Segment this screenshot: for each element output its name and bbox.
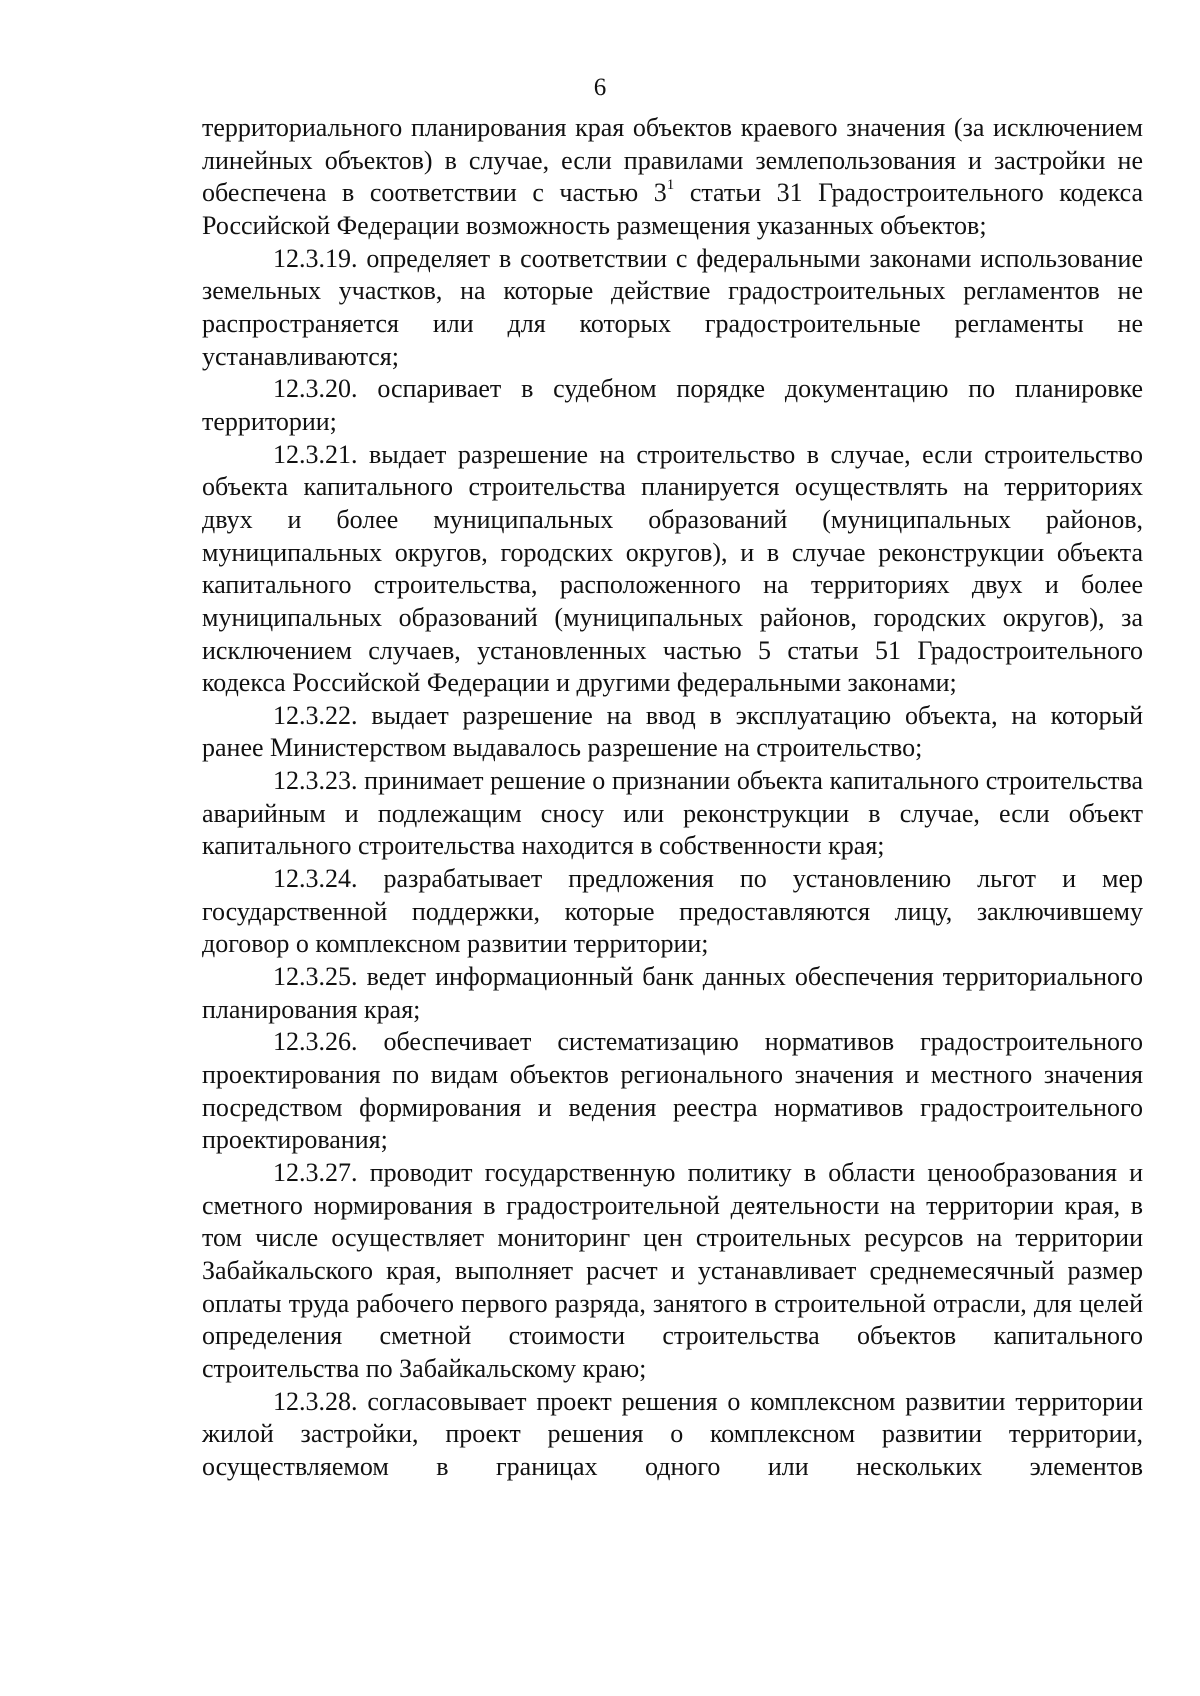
clause-12-3-20	[202, 373, 1143, 438]
clause-12-3-23	[202, 765, 1143, 863]
document-body	[202, 112, 1143, 1484]
clause-text: проводит государственную политику в области ценообразования и сметного нормирования в градостроительной деятельности на территории края, в том числе осуществляет мониторинг цен строительных ресурсов на территории Забайкальского края, выполняет расчет и устанавливает среднемесячный размер оплаты труда рабочего первого разряда, занятого в строительной отрасли, для целей определения сметной стоимости строительства объектов капитального строительства по Забайкальскому краю;	[202, 1158, 1143, 1383]
clause-number: 12.3.21.	[273, 439, 358, 469]
clause-number: 12.3.27.	[273, 1158, 358, 1187]
clause-text: обеспечивает систематизацию нормативов градостроительного проектирования по видам объектов регионального значения и местного значения посредством формирования и ведения реестра нормативов градостроительного проектирования;	[202, 1027, 1144, 1155]
clause-text: выдает разрешение на строительство в случае, если строительство объекта капитального строительства планируется осуществлять на территориях двух и более муниципальных образований (муниципальных районов, муниципальных округов, городских округов), и в случае реконструкции объекта капитального строительства, расположенного на территориях двух и более муниципальных образований (муниципальных районов, городских округов), за исключением случаев, установленных частью 5 статьи 51 Градостроительного кодекса Российской Федерации и другими федеральными законами;	[202, 439, 1144, 698]
clause-text: ведет информационный банк данных обеспечения территориального планирования края;	[202, 962, 1144, 1024]
clause-text: выдает разрешение на ввод в эксплуатацию объекта, на который ранее Министерством выдавалось разрешение на строительство;	[202, 700, 1144, 763]
clause-12-3-19	[202, 243, 1143, 374]
clause-12-3-27	[202, 1157, 1143, 1386]
paragraph-text: статьи 31 Градостроительного кодекса Российской Федерации возможность размещения указанных объектов;	[202, 178, 1143, 240]
clause-12-3-24	[202, 863, 1143, 961]
clause-text: определяет в соответствии с федеральными законами использование земельных участков, на которые действие градостроительных регламентов не распространяется или для которых градостроительные регламенты не устанавливаются;	[202, 243, 1143, 371]
page-number: 6	[593, 74, 607, 101]
superscript: 1	[666, 177, 675, 194]
paragraph-continuation	[202, 112, 1143, 243]
clause-text: разрабатывает предложения по установлению льгот и мер государственной поддержки, которые предоставляются лицу, заключившему договор о комплексном развитии территории;	[202, 864, 1143, 959]
clause-text: принимает решение о признании объекта капитального строительства аварийным и подлежащим сносу или реконструкции в случае, если объект капитального строительства находится в собственности края;	[202, 766, 1143, 861]
clause-number: 12.3.22.	[273, 700, 358, 730]
clause-number: 12.3.25.	[273, 962, 358, 992]
clause-12-3-26	[202, 1026, 1143, 1157]
paragraph-text: территориального планирования края объектов краевого значения (за исключением линейных объектов) в случае, если правилами землепользования и застройки не обеспечена в соответствии с частью 3	[202, 113, 1143, 208]
clause-number: 12.3.20.	[273, 374, 358, 404]
clause-text: согласовывает проект решения о комплексном развитии территории жилой застройки, проект решения о комплексном развитии территории, осуществляемом в границах одного или нескольких элементов	[202, 1386, 1144, 1481]
clause-number: 12.3.28.	[273, 1386, 358, 1416]
clause-12-3-22	[202, 700, 1143, 765]
clause-number: 12.3.23.	[273, 766, 358, 796]
clause-number: 12.3.26.	[273, 1027, 358, 1057]
clause-12-3-28	[202, 1386, 1143, 1484]
clause-number: 12.3.24.	[273, 864, 358, 894]
clause-12-3-25	[202, 961, 1143, 1026]
clause-text: оспаривает в судебном порядке документацию по планировке территории;	[202, 374, 1144, 436]
clause-12-3-21	[202, 439, 1143, 700]
clause-number: 12.3.19.	[273, 243, 358, 273]
